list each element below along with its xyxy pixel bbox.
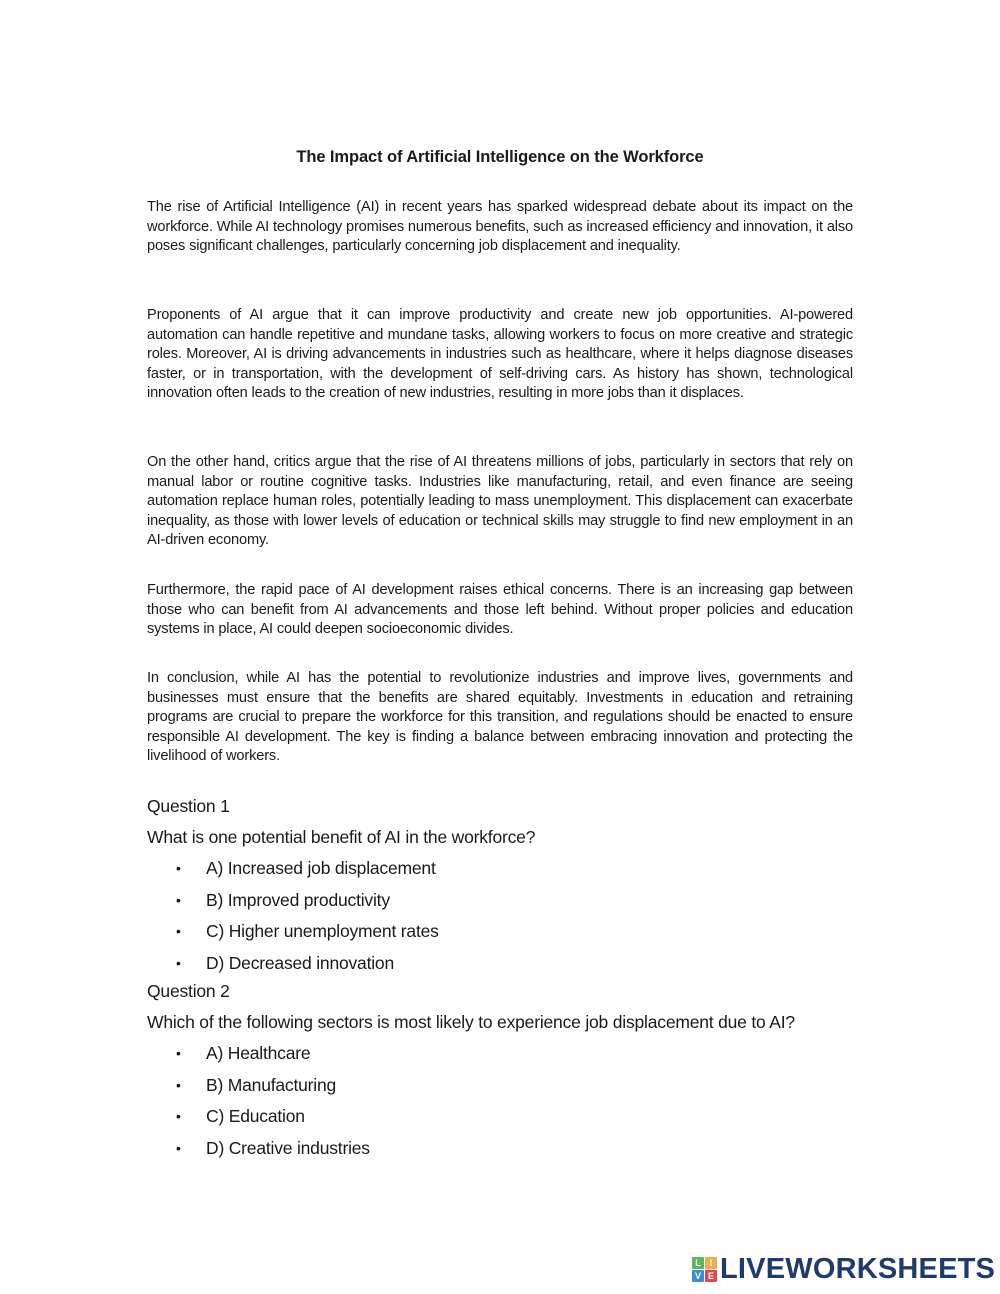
- paragraph-proponents: Proponents of AI argue that it can improve productivity and create new job opportunities. AI-powered automation can handle repetitive and mundane tasks, allowing workers to focus on more creative and strategic roles. Moreover, AI is driving advancements in industries such as healthcare, where it helps diagnose diseases faster, or in transportation, with the development of self-driving cars. As history has shown, technological innovation often leads to the creation of new industries, resulting in more jobs than it displaces.: [147, 307, 853, 402]
- paragraph-ethics: Furthermore, the rapid pace of AI development raises ethical concerns. There is an increasing gap between those who can benefit from AI advancements and those left behind. Without proper policies and education systems in place, AI could deepen socioeconomic divides.: [147, 582, 853, 638]
- option-label: A) Increased job displacement: [206, 858, 436, 878]
- answer-option-d[interactable]: [147, 943, 867, 975]
- bullet-icon: •: [176, 954, 181, 971]
- option-label: B) Improved productivity: [206, 889, 390, 910]
- bullet-icon: •: [176, 1045, 181, 1061]
- question-label: Question 2: [147, 981, 230, 1001]
- live-tiles-icon: [692, 1257, 717, 1282]
- question-1: [147, 795, 867, 974]
- bullet-icon: •: [176, 860, 181, 876]
- document-title: The Impact of Artificial Intelligence on the Workforce: [296, 148, 704, 166]
- answer-option-b[interactable]: [147, 1065, 867, 1097]
- logo-tile-l: L: [692, 1257, 704, 1269]
- logo-tile-i: I: [705, 1257, 717, 1269]
- option-label: D) Creative industries: [206, 1137, 370, 1158]
- option-label: A) Healthcare: [206, 1043, 311, 1063]
- option-label: B) Manufacturing: [206, 1074, 337, 1095]
- question-text: What is one potential benefit of AI in the workforce?: [147, 827, 536, 847]
- answer-option-c[interactable]: [147, 1096, 867, 1128]
- answer-option-c[interactable]: [147, 911, 867, 943]
- logo-tile-e: E: [705, 1270, 717, 1282]
- option-label: C) Higher unemployment rates: [206, 921, 439, 941]
- bullet-icon: •: [176, 891, 181, 908]
- bullet-icon: •: [176, 1139, 181, 1156]
- paragraph-conclusion: In conclusion, while AI has the potential to revolutionize industries and improve lives, governments and businesses must ensure that the benefits are shared equitably. Investments in education and retraining programs are crucial to prepare the workforce for this transition, and regulations should be enacted to ensure responsible AI development. The key is finding a balance between embracing innovation and protecting the livelihood of workers.: [147, 670, 853, 765]
- question-label: Question 1: [147, 796, 230, 816]
- liveworksheets-logo: [692, 1255, 995, 1283]
- question-text: Which of the following sectors is most likely to experience job displacement due to AI?: [147, 1012, 795, 1032]
- question-2: [147, 980, 867, 1159]
- answer-options: [147, 848, 867, 974]
- option-label: D) Decreased innovation: [206, 952, 395, 973]
- option-label: C) Education: [206, 1106, 305, 1126]
- bullet-icon: •: [176, 1108, 181, 1124]
- answer-option-a[interactable]: [147, 848, 867, 880]
- logo-tile-v: V: [692, 1270, 704, 1282]
- paragraph-introduction: The rise of Artificial Intelligence (AI) in recent years has sparked widespread debate about its impact on the workforce. While AI technology promises numerous benefits, such as increased efficiency and innovation, it also poses significant challenges, particularly concerning job displacement and inequality.: [147, 199, 853, 255]
- answer-options: [147, 1033, 867, 1159]
- bullet-icon: •: [176, 923, 181, 939]
- answer-option-b[interactable]: [147, 880, 867, 912]
- paragraph-critics: On the other hand, critics argue that the rise of AI threatens millions of jobs, particularly in sectors that rely on manual labor or routine cognitive tasks. Industries like manufacturing, retail, and even finance are seeing automation replace human roles, potentially leading to mass unemployment. This displacement can exacerbate inequality, as those with lower levels of education or technical skills may struggle to find new employment in an AI-driven economy.: [147, 454, 853, 549]
- bullet-icon: •: [176, 1076, 181, 1093]
- logo-wordmark: LIVEWORKSHEETS: [720, 1253, 996, 1285]
- answer-option-d[interactable]: [147, 1128, 867, 1160]
- answer-option-a[interactable]: [147, 1033, 867, 1065]
